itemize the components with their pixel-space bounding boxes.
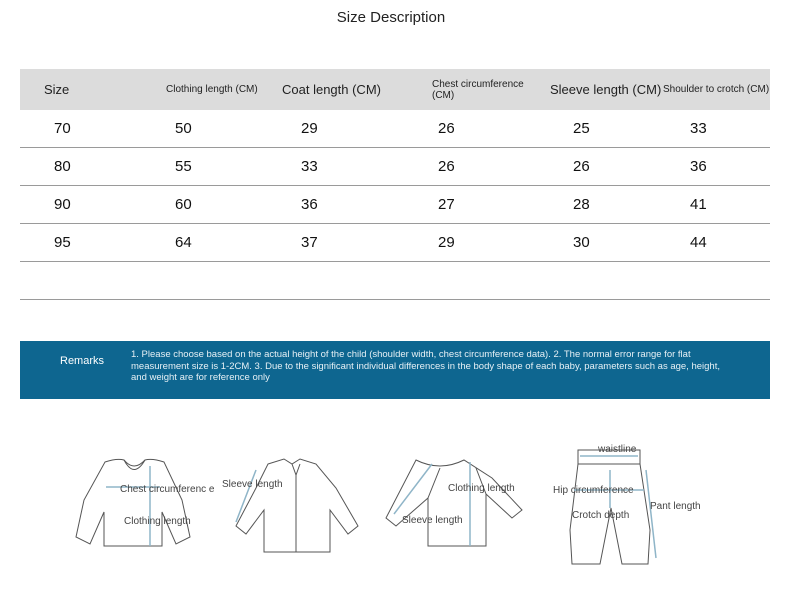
table-row bbox=[20, 186, 770, 224]
cell-size: 70 bbox=[54, 120, 71, 137]
cell-chest: 27 bbox=[438, 196, 455, 213]
header-size: Size bbox=[44, 82, 70, 97]
remarks-label: Remarks bbox=[60, 355, 105, 367]
cell-coat-length: 36 bbox=[301, 196, 318, 213]
shirt-sleeve-measure-line bbox=[236, 470, 256, 522]
label-raglan-sleeve-length: Sleeve length bbox=[402, 515, 463, 526]
cell-shoulder-crotch: 41 bbox=[690, 196, 707, 213]
table-row bbox=[20, 224, 770, 262]
cell-clothing-length: 64 bbox=[175, 234, 192, 251]
cell-chest: 26 bbox=[438, 120, 455, 137]
cell-shoulder-crotch: 44 bbox=[690, 234, 707, 251]
cell-coat-length: 29 bbox=[301, 120, 318, 137]
remarks-text: 1. Please choose based on the actual height of the child (shoulder width, chest circumference data). 2. The normal error range for flat measurement size is 1-2CM. 3. Due to the significant individual differences in the body shape of each baby, parameters such as age, height, and weight are for reference only bbox=[131, 349, 720, 383]
cell-size: 80 bbox=[54, 158, 71, 175]
cell-sleeve: 28 bbox=[573, 196, 590, 213]
cell-sleeve: 30 bbox=[573, 234, 590, 251]
raglan-outline bbox=[386, 460, 522, 546]
label-pant-length: Pant length bbox=[650, 501, 701, 512]
cell-clothing-length: 50 bbox=[175, 120, 192, 137]
cell-sleeve: 26 bbox=[573, 158, 590, 175]
cell-coat-length: 33 bbox=[301, 158, 318, 175]
label-chest-circumference: Chest circumferenc e bbox=[120, 484, 215, 495]
label-hip-circumference: Hip circumference bbox=[553, 485, 634, 496]
page-title: Size Description bbox=[336, 9, 446, 26]
remarks-banner bbox=[20, 341, 770, 399]
size-table bbox=[20, 69, 770, 300]
label-crotch-depth: Crotch depth bbox=[572, 510, 630, 521]
header-coat-length: Coat length (CM) bbox=[282, 82, 381, 97]
header-chest-circumference: Chest circumference (CM) bbox=[432, 79, 524, 101]
cell-shoulder-crotch: 36 bbox=[690, 158, 707, 175]
header-shoulder-to-crotch: Shoulder to crotch (CM) bbox=[663, 84, 770, 95]
label-shirt-sleeve-length: Sleeve length bbox=[222, 479, 283, 490]
sweater-outline bbox=[76, 459, 190, 546]
measurement-illustrations bbox=[0, 430, 790, 585]
label-waistline: waistline bbox=[598, 444, 637, 455]
header-sleeve-length: Sleeve length (CM) bbox=[550, 82, 662, 97]
cell-clothing-length: 60 bbox=[175, 196, 192, 213]
table-row-empty bbox=[20, 262, 770, 300]
raglan-sleeve-measure-line bbox=[394, 464, 432, 514]
table-row bbox=[20, 110, 770, 148]
cell-size: 90 bbox=[54, 196, 71, 213]
label-sweater-clothing-length: Clothing length bbox=[124, 516, 191, 527]
cell-chest: 29 bbox=[438, 234, 455, 251]
header-clothing-length: Clothing length (CM) bbox=[166, 84, 258, 95]
cell-sleeve: 25 bbox=[573, 120, 590, 137]
table-header bbox=[20, 69, 770, 110]
cell-size: 95 bbox=[54, 234, 71, 251]
cell-coat-length: 37 bbox=[301, 234, 318, 251]
cell-clothing-length: 55 bbox=[175, 158, 192, 175]
cell-chest: 26 bbox=[438, 158, 455, 175]
label-raglan-clothing-length: Clothing length bbox=[448, 483, 515, 494]
cell-shoulder-crotch: 33 bbox=[690, 120, 707, 137]
table-row bbox=[20, 148, 770, 186]
